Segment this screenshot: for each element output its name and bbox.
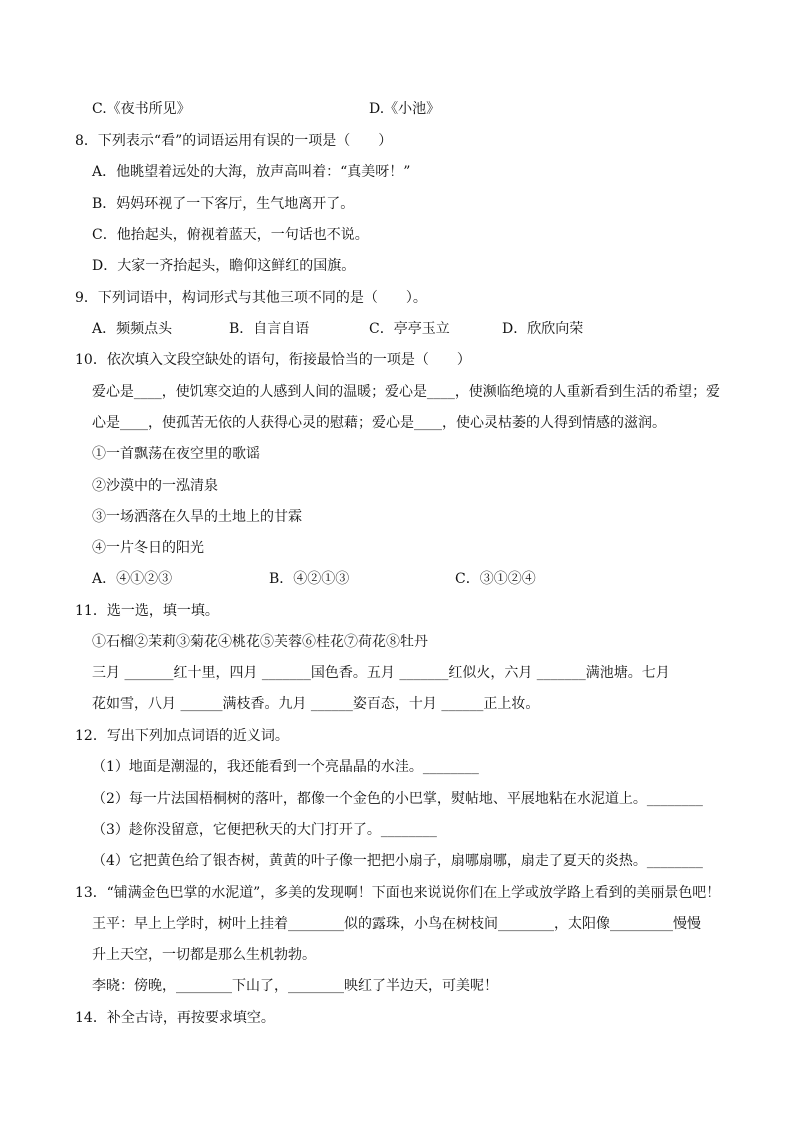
question-10-item-3: ③一场洒落在久旱的土地上的甘霖 <box>92 509 302 525</box>
question-10-passage-line-1: 爱心是____，使饥寒交迫的人感到人间的温暖；爱心是____，使濒临绝境的人重新看到生活的希望；爱 <box>92 384 720 400</box>
question-12-sentence-1: （1）地面是潮湿的，我还能看到一个亮晶晶的水洼。________ <box>92 759 479 775</box>
question-9-option-c: C．亭亭玉立 <box>369 321 450 337</box>
question-12-sentence-3: （3）趁你没留意，它便把秋天的大门打开了。________ <box>92 822 437 838</box>
question-11-text-line-1: 三月 _______红十里，四月 _______国色香。五月 _______红似火，六月 _______满池塘。七月 <box>92 665 670 681</box>
question-9-stem: 9．下列词语中，构词形式与其他三项不同的是（ ）。 <box>75 290 427 306</box>
question-10-option-c: C．③①②④ <box>455 571 536 587</box>
question-11-text-line-2: 花如雪，八月 ______满枝香。九月 ______姿百态，十月 ______正上妆。 <box>92 696 540 712</box>
question-8-stem: 8．下列表示“看”的词语运用有误的一项是（ ） <box>75 133 393 149</box>
question-10-item-4: ④一片冬日的阳光 <box>92 540 204 556</box>
question-13-stem: 13．“铺满金色巴掌的水泥道”，多美的发现啊！下面也来说说你们在上学或放学路上看到的美丽景色吧！ <box>75 885 721 901</box>
question-10-stem: 10．依次填入文段空缺处的语句，衔接最恰当的一项是（ ） <box>75 352 471 368</box>
question-10-option-b: B．④②①③ <box>269 571 350 587</box>
question-9-option-b: B．自言自语 <box>229 321 310 337</box>
option-d: D.《小池》 <box>369 101 441 117</box>
question-9-option-d: D．欣欣向荣 <box>502 321 584 337</box>
question-11-stem: 11．选一选，填一填。 <box>75 603 219 619</box>
question-8-option-b: B．妈妈环视了一下客厅，生气地离开了。 <box>92 196 355 212</box>
question-8-option-a: A．他眺望着远处的大海，放声高叫着：“真美呀！” <box>92 164 411 180</box>
question-12-stem: 12．写出下列加点词语的近义词。 <box>75 728 289 744</box>
question-14-stem: 14．补全古诗，再按要求填空。 <box>75 1010 275 1026</box>
question-13-wang-line-1: 王平：早上上学时，树叶上挂着________似的露珠，小鸟在树枝间________，太阳像_________慢慢 <box>92 916 701 932</box>
question-13-li-line: 李晓：傍晚，________下山了，________映红了半边天，可美呢！ <box>92 978 498 994</box>
question-11-flower-list: ①石榴②茉莉③菊花④桃花⑤芙蓉⑥桂花⑦荷花⑧牡丹 <box>92 634 428 650</box>
question-10-item-1: ①一首飘荡在夜空里的歌谣 <box>92 446 260 462</box>
question-12-sentence-4: （4）它把黄色给了银杏树，黄黄的叶子像一把把小扇子，扇哪扇哪，扇走了夏天的炎热。________ <box>92 853 703 869</box>
option-c: C.《夜书所见》 <box>92 101 191 117</box>
question-10-item-2: ②沙漠中的一泓清泉 <box>92 478 218 494</box>
question-10-passage-line-2: 心是____，使孤苦无依的人获得心灵的慰藉；爱心是____，使心灵枯萎的人得到情感的滋润。 <box>92 415 666 431</box>
question-10-option-a: A．④①②③ <box>92 571 173 587</box>
question-8-option-d: D．大家一齐抬起头，瞻仰这鲜红的国旗。 <box>92 258 356 274</box>
question-12-sentence-2: （2）每一片法国梧桐树的落叶，都像一个金色的小巴掌，熨帖地、平展地粘在水泥道上。________ <box>92 791 703 807</box>
question-8-option-c: C．他抬起头，俯视着蓝天，一句话也不说。 <box>92 227 369 243</box>
question-9-option-a: A．频频点头 <box>92 321 173 337</box>
question-13-wang-line-2: 升上天空，一切都是那么生机勃勃。 <box>92 947 316 963</box>
